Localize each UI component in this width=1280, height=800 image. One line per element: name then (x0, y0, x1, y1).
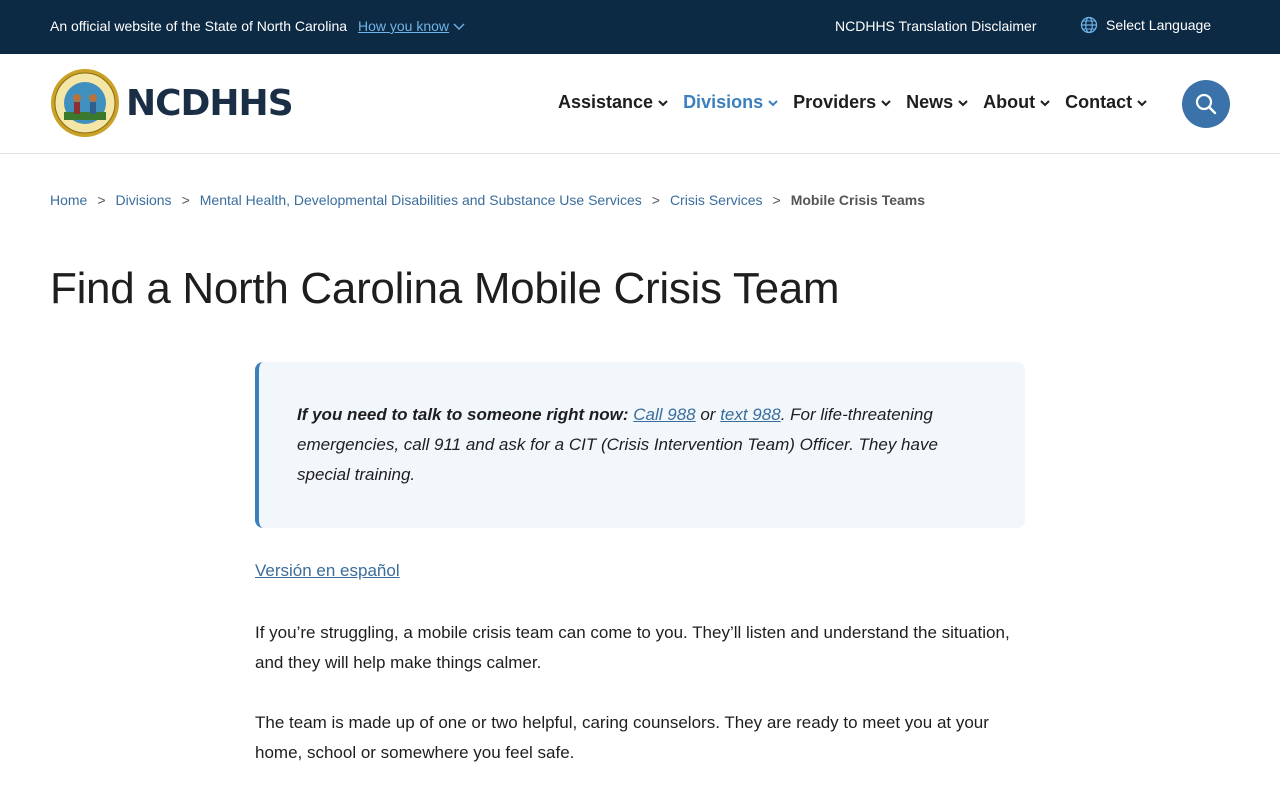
state-seal-icon (50, 68, 120, 138)
breadcrumb-separator: > (651, 192, 660, 208)
how-you-know-link[interactable] (358, 18, 465, 34)
spanish-version-link[interactable]: Versión en español (255, 561, 400, 580)
nav-contact-label: Contact (1065, 92, 1133, 112)
breadcrumb-current: Mobile Crisis Teams (790, 192, 926, 208)
chevron-down-icon (957, 97, 969, 109)
breadcrumb-separator: > (772, 192, 781, 208)
call-988-link[interactable]: Call 988 (633, 405, 696, 424)
logo-wordmark: NCDHHS (126, 82, 293, 124)
nav-providers-label: Providers (793, 92, 877, 112)
chevron-down-icon (1039, 97, 1051, 109)
chevron-down-icon (453, 20, 465, 32)
page-title: Find a North Carolina Mobile Crisis Team (50, 264, 840, 313)
breadcrumb-divisions[interactable]: Divisions (115, 192, 172, 208)
nav-providers[interactable] (793, 92, 892, 113)
nav-news-label: News (906, 92, 954, 112)
official-text: An official website of the State of North Carolina (50, 18, 348, 34)
official-banner (0, 0, 1280, 54)
callout-text (297, 400, 985, 490)
main-navigation (558, 92, 1148, 113)
breadcrumb-home[interactable]: Home (50, 192, 88, 208)
nav-divisions-label: Divisions (683, 92, 764, 112)
breadcrumb-crisis-services[interactable]: Crisis Services (669, 192, 763, 208)
search-button[interactable] (1182, 80, 1230, 128)
globe-icon (1080, 16, 1098, 34)
how-you-know-label: How you know (358, 18, 450, 34)
breadcrumb-separator: > (181, 192, 190, 208)
callout-or: or (695, 405, 721, 424)
breadcrumb-separator: > (97, 192, 106, 208)
callout-rest: . For life-threatening emergencies, call 911 and ask for a CIT (Crisis Intervention Team) Officer. They have special training. (297, 405, 938, 484)
intro-paragraph: If you’re struggling, a mobile crisis team can come to you. They’ll listen and understand the situation, and they will help make things calmer. (255, 623, 1010, 672)
select-language-button[interactable] (1080, 16, 1211, 34)
chevron-down-icon (657, 97, 669, 109)
nav-assistance-label: Assistance (558, 92, 654, 112)
team-paragraph: The team is made up of one or two helpful, caring counselors. They are ready to meet you at your home, school or somewhere you feel safe. (255, 713, 989, 762)
nav-news[interactable] (906, 92, 969, 113)
site-header (0, 54, 1280, 154)
nav-divisions[interactable] (683, 92, 779, 113)
nav-assistance[interactable] (558, 92, 669, 113)
select-language-label: Select Language (1106, 17, 1212, 33)
text-988-link[interactable]: text 988 (720, 405, 781, 424)
breadcrumb-mhddsus[interactable]: Mental Health, Developmental Disabilities and Substance Use Services (199, 192, 642, 208)
nav-about[interactable] (983, 92, 1051, 113)
nav-about-label: About (983, 92, 1036, 112)
search-icon (1194, 92, 1218, 116)
breadcrumb (50, 192, 925, 208)
chevron-down-icon (1136, 97, 1148, 109)
site-logo[interactable] (50, 68, 293, 138)
chevron-down-icon (880, 97, 892, 109)
callout-lead: If you need to talk to someone right now: (297, 405, 629, 424)
chevron-down-icon (767, 97, 779, 109)
nav-contact[interactable] (1065, 92, 1148, 113)
crisis-callout (255, 362, 1025, 528)
translation-disclaimer-link[interactable]: NCDHHS Translation Disclaimer (835, 18, 1037, 34)
